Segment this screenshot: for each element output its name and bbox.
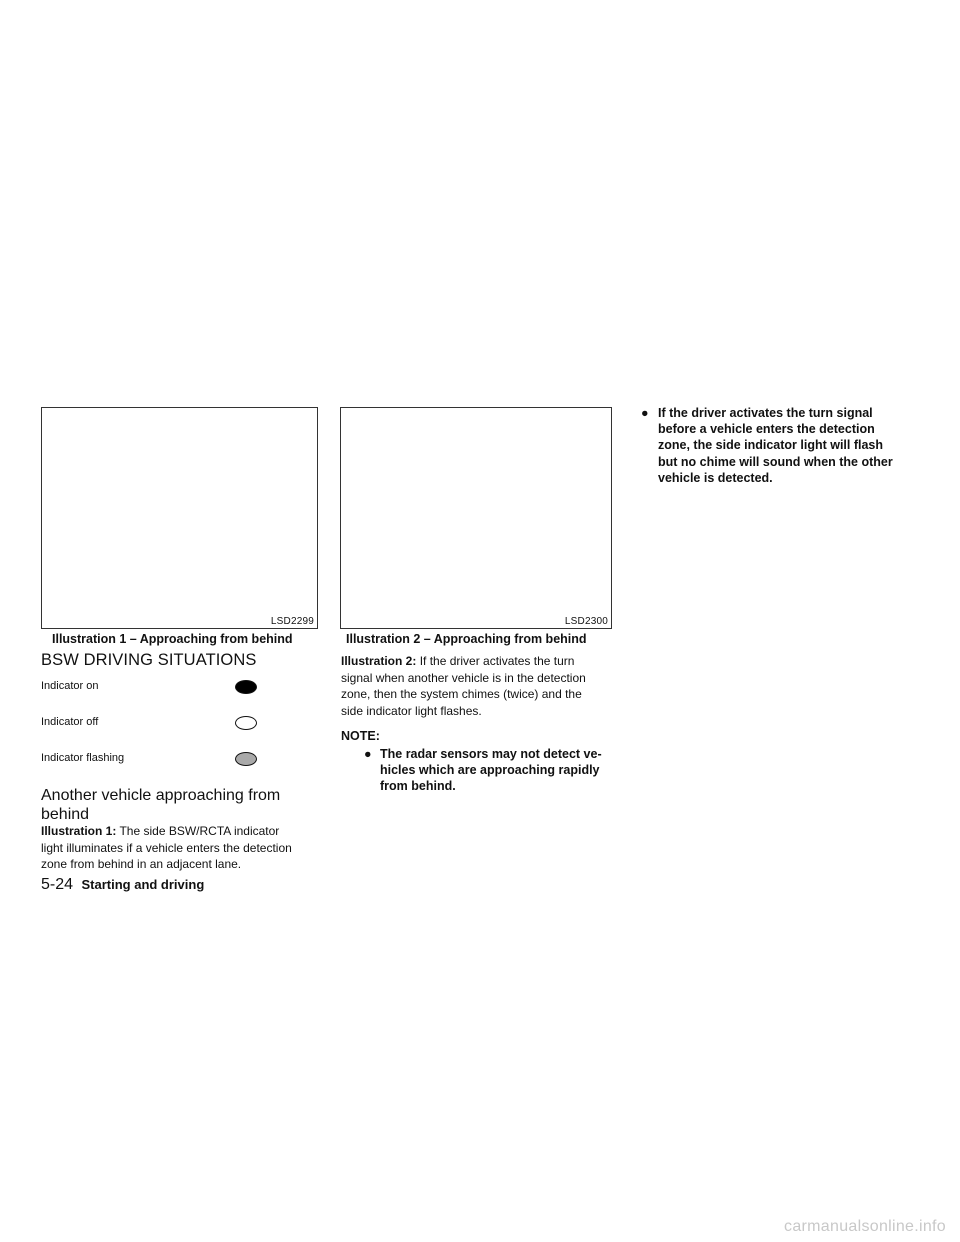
bullet-2-line5: vehicle is detected. bbox=[658, 470, 773, 485]
illustration-2-line3: zone, then the system chimes (twice) and the bbox=[341, 687, 582, 702]
page-number: 5-24 bbox=[41, 876, 74, 893]
illustration-1-lead: Illustration 1: bbox=[41, 824, 117, 838]
watermark[interactable]: carmanualsonline.info bbox=[784, 1218, 946, 1235]
note-bullet-1 bbox=[364, 746, 614, 798]
bullet-1-line1: The radar sensors may not detect ve- bbox=[380, 747, 602, 761]
illustration-1-frame bbox=[41, 407, 318, 629]
note-bullet-2 bbox=[641, 405, 911, 489]
chapter-title: Starting and driving bbox=[81, 877, 205, 892]
note-title: NOTE: bbox=[341, 729, 380, 743]
bullet-2-line2: before a vehicle enters the detection bbox=[658, 422, 875, 437]
indicator-flashing-row bbox=[41, 752, 257, 772]
page-footer bbox=[41, 876, 204, 894]
indicator-on-icon bbox=[235, 680, 257, 694]
illustration-1-description bbox=[41, 823, 321, 873]
illustration-2-code: LSD2300 bbox=[564, 616, 608, 627]
indicator-flashing-label: Indicator flashing bbox=[41, 752, 125, 764]
illustration-2-lead: Illustration 2: bbox=[341, 654, 417, 668]
indicator-flashing-icon bbox=[235, 752, 257, 766]
illustration-2-frame bbox=[340, 407, 612, 629]
illustration-1-caption: Illustration 1 – Approaching from behind bbox=[52, 632, 293, 646]
bullet-1-text bbox=[380, 746, 602, 795]
subsection-title-line2: behind bbox=[41, 806, 90, 823]
bullet-2-line1: If the driver activates the turn signal bbox=[658, 406, 873, 420]
indicator-on-label: Indicator on bbox=[41, 680, 99, 692]
illustration-2-line4: side indicator light flashes. bbox=[341, 703, 482, 718]
bullet-2-line4: but no chime will sound when the other bbox=[658, 454, 893, 469]
bullet-1-line3: from behind. bbox=[380, 779, 456, 794]
illustration-1-line1: The side BSW/RCTA indicator bbox=[119, 824, 280, 838]
bullet-2-line3: zone, the side indicator light will flash bbox=[658, 438, 884, 453]
bullet-1-dot: ● bbox=[364, 747, 372, 761]
illustration-1-code: LSD2299 bbox=[270, 616, 314, 627]
illustration-2-description bbox=[341, 653, 616, 719]
section-title: BSW DRIVING SITUATIONS bbox=[41, 651, 257, 669]
illustration-2-caption: Illustration 2 – Approaching from behind bbox=[346, 632, 587, 646]
bullet-2-dot: ● bbox=[641, 406, 649, 420]
indicator-off-row bbox=[41, 716, 257, 736]
indicator-off-label: Indicator off bbox=[41, 716, 99, 728]
bullet-1-line2: hicles which are approaching rapidly bbox=[380, 763, 600, 778]
subsection-title bbox=[41, 786, 280, 824]
bullet-2-text bbox=[658, 405, 893, 486]
illustration-1-line2: light illuminates if a vehicle enters the detection bbox=[41, 840, 292, 855]
illustration-1-line3: zone from behind in an adjacent lane. bbox=[41, 857, 242, 872]
illustration-2-line2: signal when another vehicle is in the detection bbox=[341, 670, 586, 685]
indicator-on-row bbox=[41, 680, 257, 700]
indicator-off-icon bbox=[235, 716, 257, 730]
subsection-title-line1: Another vehicle approaching from bbox=[41, 787, 281, 804]
illustration-2-line1: If the driver activates the turn bbox=[419, 654, 575, 668]
